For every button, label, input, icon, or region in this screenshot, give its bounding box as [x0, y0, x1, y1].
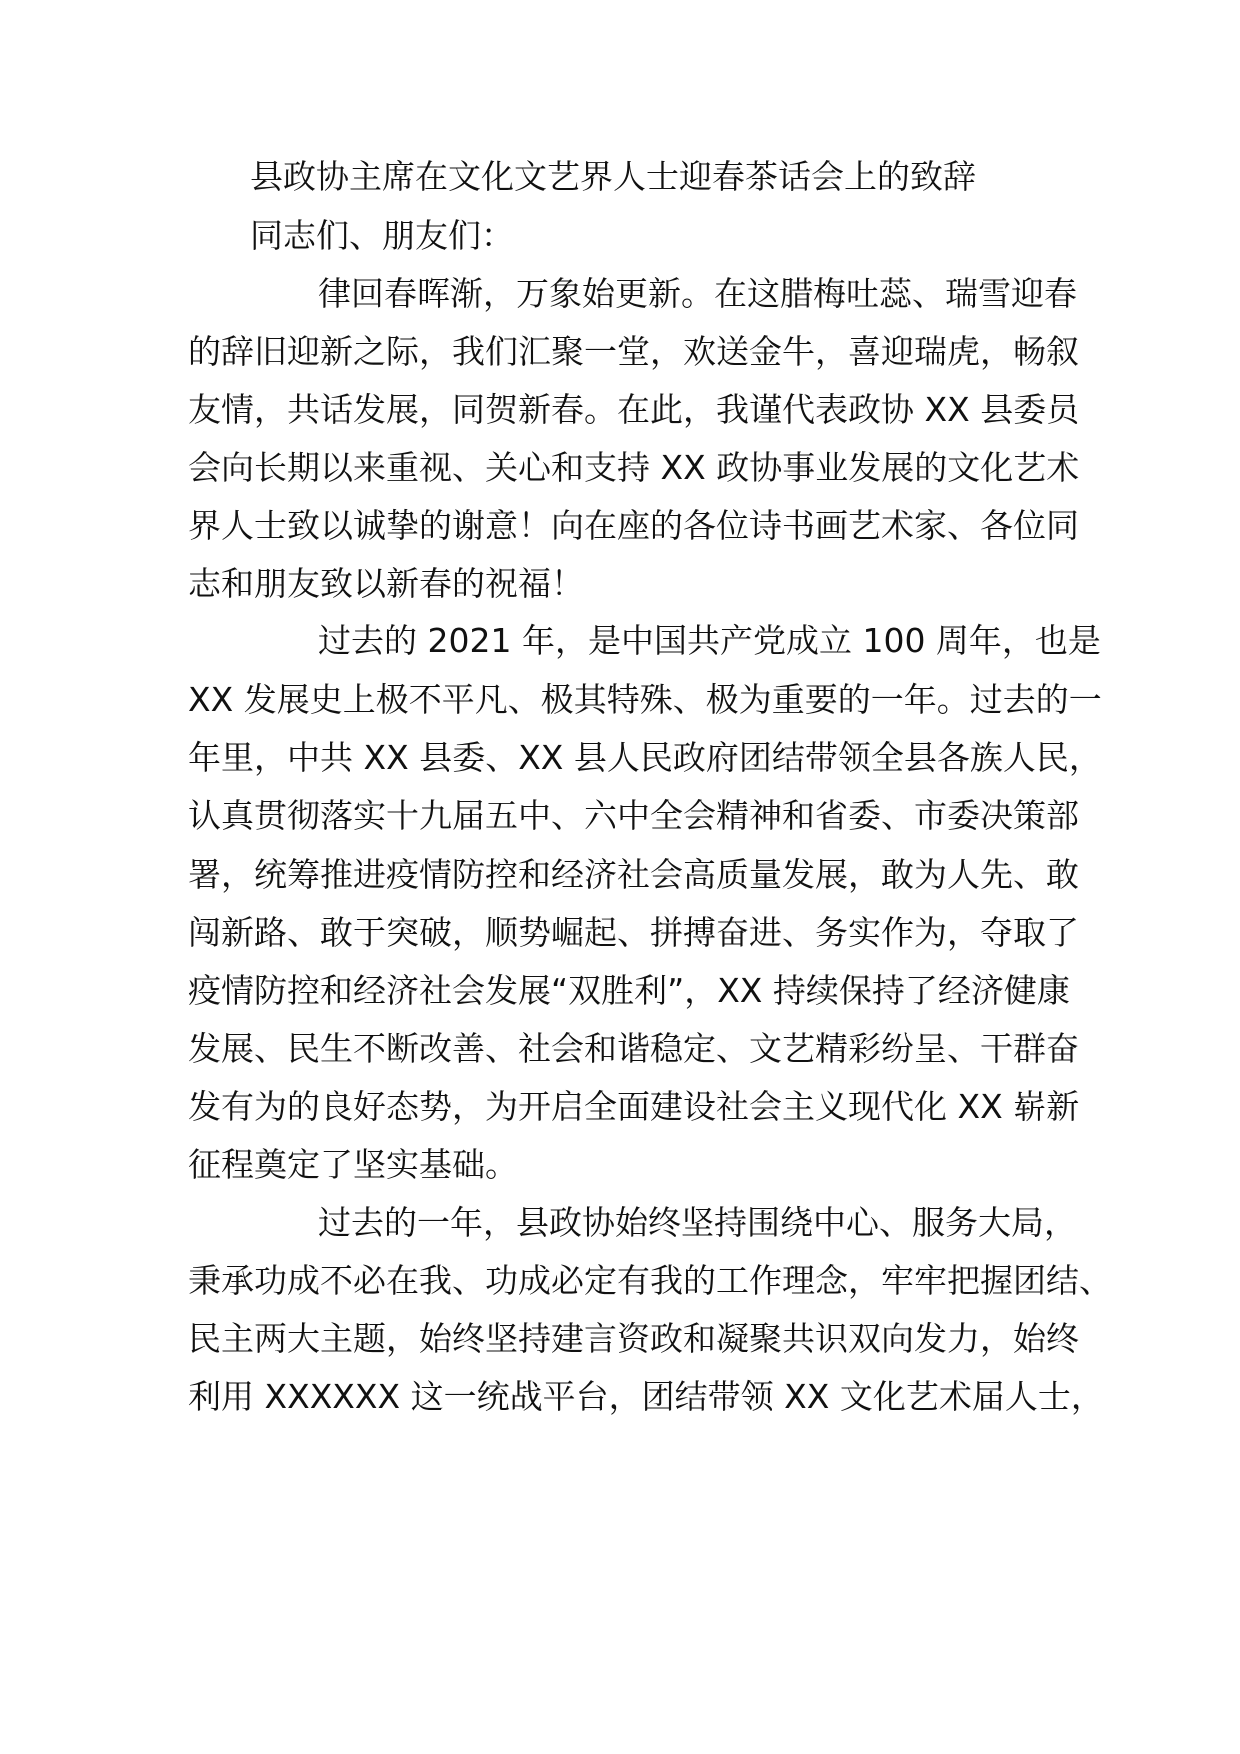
paragraph-1-line-6: 志和朋友致以新春的祝福！ [188, 564, 584, 603]
paragraph-3-line-2: 秉承功成不必在我、功成必定有我的工作理念，牢牢把握团结、 [188, 1261, 1112, 1300]
paragraph-2-line-1: 过去的 2021 年，是中国共产党成立 100 周年，也是 [318, 621, 1101, 660]
paragraph-2-line-5: 署，统筹推进疫情防控和经济社会高质量发展，敢为人先、敢 [188, 855, 1079, 894]
paragraph-3-line-3: 民主两大主题，始终坚持建言资政和凝聚共识双向发力，始终 [188, 1319, 1079, 1358]
paragraph-3-line-4: 利用 XXXXXX 这一统战平台，团结带领 XX 文化艺术届人士， [188, 1377, 1104, 1416]
paragraph-2-line-10: 征程奠定了坚实基础。 [188, 1145, 518, 1184]
paragraph-3-line-1: 过去的一年，县政协始终坚持围绕中心、服务大局， [318, 1203, 1077, 1242]
paragraph-2-line-3: 年里，中共 XX 县委、XX 县人民政府团结带领全县各族人民， [188, 738, 1102, 777]
paragraph-2-line-9: 发有为的良好态势，为开启全面建设社会主义现代化 XX 崭新 [188, 1087, 1080, 1126]
paragraph-1-line-5: 界人士致以诚挚的谢意！向在座的各位诗书画艺术家、各位同 [188, 506, 1079, 545]
paragraph-2-line-4: 认真贯彻落实十九届五中、六中全会精神和省委、市委决策部 [188, 796, 1079, 835]
paragraph-1-line-1: 律回春晖渐，万象始更新。在这腊梅吐蕊、瑞雪迎春 [318, 274, 1077, 313]
paragraph-2-line-6: 闯新路、敢于突破，顺势崛起、拼搏奋进、务实作为，夺取了 [188, 913, 1079, 952]
document-title: 县政协主席在文化文艺界人士迎春茶话会上的致辞 [250, 157, 976, 196]
paragraph-1-line-4: 会向长期以来重视、关心和支持 XX 政协事业发展的文化艺术 [188, 448, 1080, 487]
paragraph-1-line-2: 的辞旧迎新之际，我们汇聚一堂，欢送金牛，喜迎瑞虎，畅叙 [188, 332, 1079, 371]
paragraph-1-line-3: 友情，共话发展，同贺新春。在此，我谨代表政协 XX 县委员 [188, 390, 1080, 429]
paragraph-2-line-7: 疫情防控和经济社会发展“双胜利”，XX 持续保持了经济健康 [188, 971, 1070, 1010]
paragraph-2-line-2: XX 发展史上极不平凡、极其特殊、极为重要的一年。过去的一 [188, 680, 1102, 719]
paragraph-2-line-8: 发展、民生不断改善、社会和谐稳定、文艺精彩纷呈、干群奋 [188, 1029, 1079, 1068]
salutation: 同志们、朋友们： [250, 216, 514, 255]
